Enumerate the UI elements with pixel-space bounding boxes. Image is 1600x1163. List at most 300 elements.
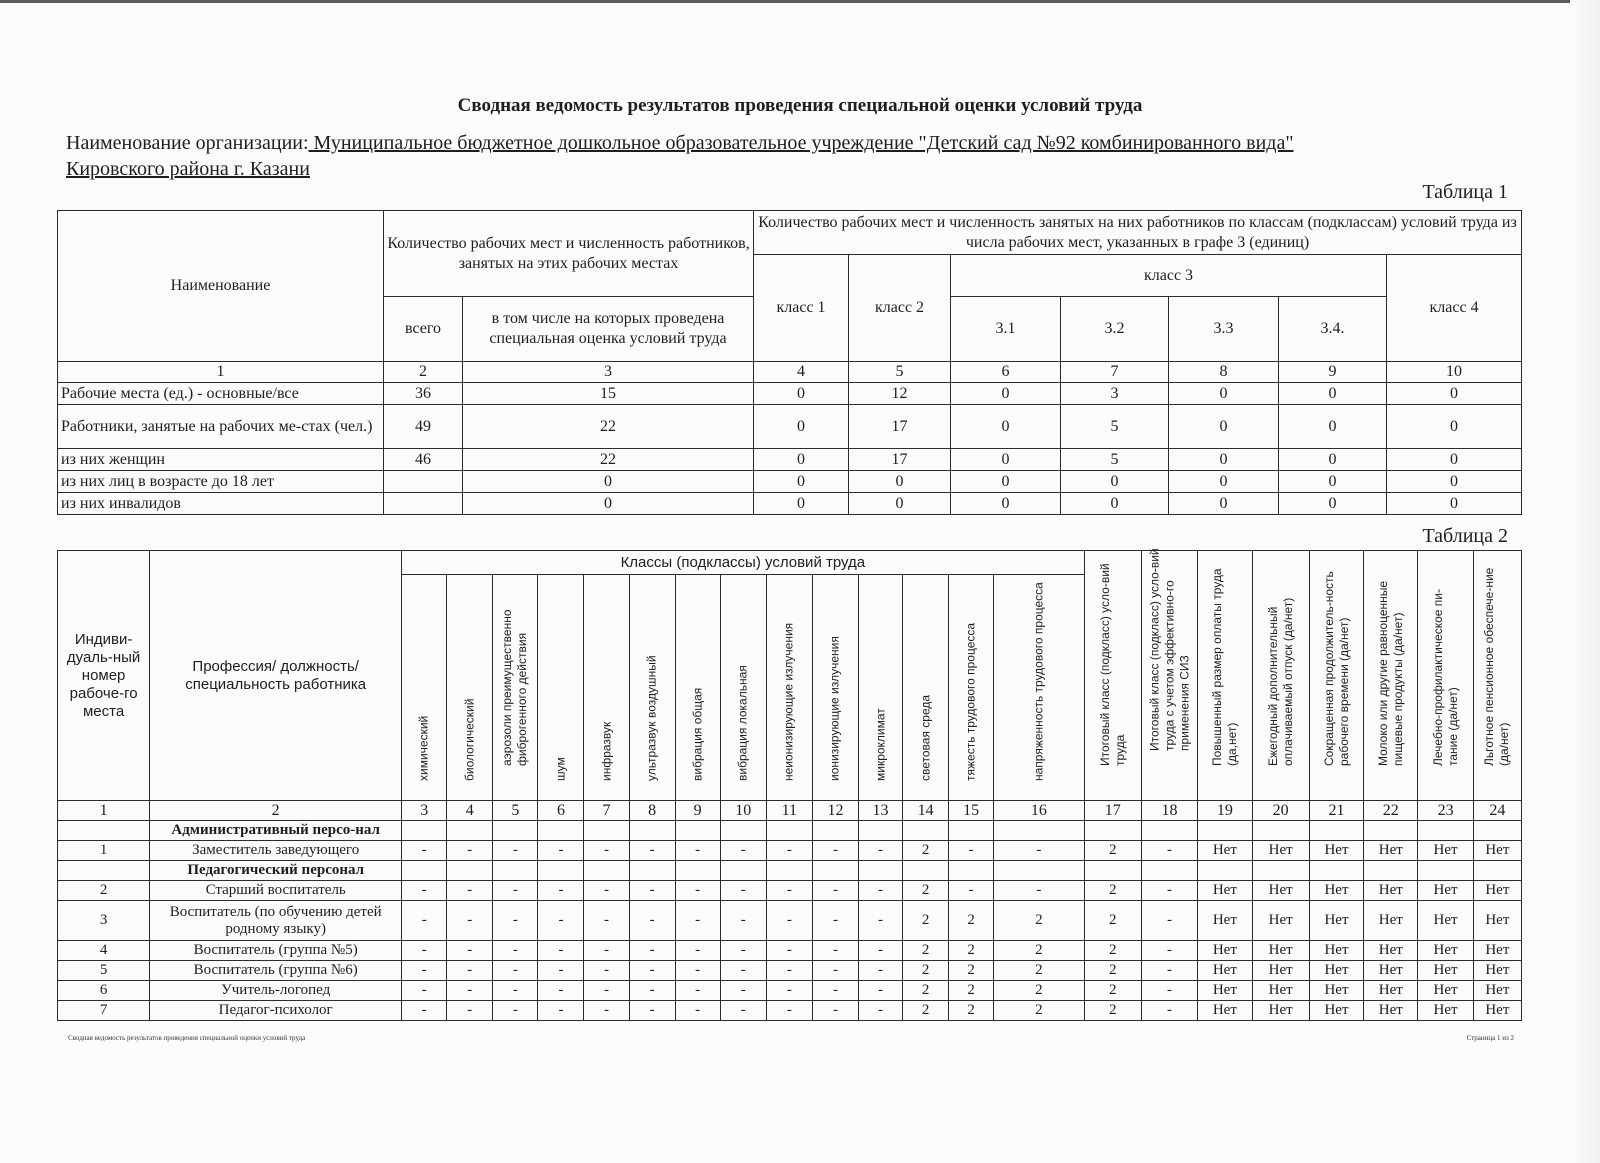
- t2-empty-cell: [766, 861, 812, 881]
- t2-header-factor-label: шум: [553, 757, 568, 781]
- t2-cell: 2: [994, 981, 1084, 1001]
- t2-cell: -: [766, 841, 812, 861]
- t2-header-factor: [812, 575, 858, 801]
- t2-cell: -: [447, 981, 493, 1001]
- t2-cell: -: [858, 961, 902, 981]
- t1-cell: 0: [1169, 471, 1279, 493]
- t2-header-extra-label: Ежегодный дополнительный оплачиваемый отпуск (да/нет): [1265, 597, 1295, 766]
- t2-empty-cell: [675, 821, 720, 841]
- t1-cell: 0: [951, 493, 1061, 515]
- t2-row: [58, 941, 1522, 961]
- t2-header-extra: [1364, 551, 1418, 801]
- t1-row: [58, 383, 1522, 405]
- t2-cell: -: [538, 901, 584, 941]
- t2-cell: Нет: [1252, 841, 1309, 861]
- t2-cell: -: [584, 981, 629, 1001]
- t2-cell: 2: [994, 901, 1084, 941]
- t2-cell: 2: [903, 981, 949, 1001]
- organization-line: [66, 130, 1516, 182]
- t2-cell: 2: [903, 961, 949, 981]
- t2-column-number: 16: [994, 801, 1084, 821]
- t1-cell: 0: [1387, 449, 1522, 471]
- t1-cell: 0: [1279, 471, 1387, 493]
- t2-cell: -: [812, 961, 858, 981]
- t2-header-classes-group: Классы (подклассы) условий труда: [402, 551, 1084, 575]
- t2-header-factor: [903, 575, 949, 801]
- t2-empty-cell: [1141, 821, 1197, 841]
- t2-row-profession: Воспитатель (группа №6): [150, 961, 402, 981]
- t1-cell: 0: [1279, 405, 1387, 449]
- t1-column-number: 1: [58, 362, 384, 383]
- t1-header-sub31: 3.1: [951, 297, 1061, 362]
- t2-cell: Нет: [1364, 941, 1418, 961]
- t1-cell: 0: [1061, 493, 1169, 515]
- t2-cell: Нет: [1198, 961, 1252, 981]
- t2-cell: -: [402, 1001, 447, 1021]
- t2-row-profession: Старший воспитатель: [150, 881, 402, 901]
- t1-cell: 0: [754, 383, 849, 405]
- t2-cell: -: [538, 881, 584, 901]
- t2-empty-cell: [720, 861, 766, 881]
- t1-cell: 22: [463, 449, 754, 471]
- t2-cell: -: [720, 1001, 766, 1021]
- t2-cell: -: [493, 901, 538, 941]
- t2-column-number: 15: [949, 801, 994, 821]
- t2-cell: -: [675, 941, 720, 961]
- t2-row-id: 1: [58, 841, 150, 861]
- t2-cell: -: [402, 901, 447, 941]
- t2-cell: -: [629, 941, 675, 961]
- t2-cell: -: [1141, 881, 1197, 901]
- t2-cell: Нет: [1418, 841, 1473, 861]
- t2-column-number: 6: [538, 801, 584, 821]
- t2-cell: -: [812, 841, 858, 861]
- t2-header-extra-label: Молоко или другие равноценные пищевые продукты (да/нет): [1375, 580, 1405, 766]
- t1-header-total: всего: [384, 297, 463, 362]
- t2-column-number: 19: [1198, 801, 1252, 821]
- t2-empty-cell: [903, 821, 949, 841]
- t2-group-id: [58, 821, 150, 841]
- t2-cell: -: [675, 1001, 720, 1021]
- t2-column-number: 14: [903, 801, 949, 821]
- t2-column-number: 17: [1084, 801, 1141, 821]
- t2-empty-cell: [1084, 861, 1141, 881]
- t2-header-factor: [402, 575, 447, 801]
- t1-header-class4: класс 4: [1387, 255, 1522, 362]
- t1-cell: 36: [384, 383, 463, 405]
- t1-cell: [384, 471, 463, 493]
- t2-cell: -: [447, 941, 493, 961]
- t1-row: [58, 471, 1522, 493]
- t1-column-number: 7: [1061, 362, 1169, 383]
- t2-empty-cell: [1418, 861, 1473, 881]
- t2-cell: 2: [1084, 901, 1141, 941]
- t2-cell: -: [493, 841, 538, 861]
- t1-cell: 0: [951, 383, 1061, 405]
- t2-empty-cell: [1418, 821, 1473, 841]
- t2-empty-cell: [1141, 861, 1197, 881]
- t2-cell: -: [675, 901, 720, 941]
- t2-cell: -: [766, 961, 812, 981]
- t2-row-profession: Учитель-логопед: [150, 981, 402, 1001]
- t2-cell: -: [584, 941, 629, 961]
- organization-label: Наименование организации:: [66, 132, 309, 154]
- t2-cell: -: [994, 881, 1084, 901]
- t2-cell: 2: [903, 841, 949, 861]
- t2-cell: -: [766, 981, 812, 1001]
- t1-cell: 0: [1387, 405, 1522, 449]
- t2-empty-cell: [812, 821, 858, 841]
- t2-empty-cell: [538, 821, 584, 841]
- t2-header-extra: [1309, 551, 1363, 801]
- t2-empty-cell: [1364, 861, 1418, 881]
- t2-empty-cell: [766, 821, 812, 841]
- t2-row-id: 5: [58, 961, 150, 981]
- t2-row-id: 6: [58, 981, 150, 1001]
- t2-column-number: 22: [1364, 801, 1418, 821]
- t2-cell: -: [584, 1001, 629, 1021]
- t2-cell: -: [858, 981, 902, 1001]
- t1-row-name: из них лиц в возрасте до 18 лет: [58, 471, 384, 493]
- t1-header-class1: класс 1: [754, 255, 849, 362]
- t2-cell: 2: [949, 981, 994, 1001]
- t2-empty-cell: [629, 861, 675, 881]
- t2-group-row: [58, 861, 1522, 881]
- t2-cell: Нет: [1473, 961, 1521, 981]
- t1-column-number: 4: [754, 362, 849, 383]
- t2-empty-cell: [1309, 861, 1363, 881]
- t2-cell: -: [858, 901, 902, 941]
- t2-header-factor: [447, 575, 493, 801]
- t1-cell: 49: [384, 405, 463, 449]
- t2-cell: -: [493, 1001, 538, 1021]
- t1-cell: 0: [754, 449, 849, 471]
- t2-cell: -: [812, 881, 858, 901]
- t2-cell: -: [493, 961, 538, 981]
- table1-label: Таблица 1: [1422, 181, 1508, 203]
- t1-cell: 12: [849, 383, 951, 405]
- t2-cell: -: [1141, 901, 1197, 941]
- t2-cell: -: [1141, 841, 1197, 861]
- t2-group-row: [58, 821, 1522, 841]
- t1-cell: 0: [1169, 449, 1279, 471]
- t2-cell: Нет: [1252, 961, 1309, 981]
- t2-column-number: 4: [447, 801, 493, 821]
- t1-cell: 0: [1279, 449, 1387, 471]
- t2-cell: Нет: [1473, 1001, 1521, 1021]
- t2-column-number: 13: [858, 801, 902, 821]
- t2-group-name: Педагогический персонал: [150, 861, 402, 881]
- t1-header-group2: Количество рабочих мест и численность занятых на них работников по классам (подклассам) условий труда из числа рабочих мест, указанных в графе 3 (единиц): [754, 211, 1522, 255]
- t2-empty-cell: [858, 861, 902, 881]
- t2-header-factor-label: ультразвук воздушный: [644, 655, 659, 781]
- t2-column-number: 9: [675, 801, 720, 821]
- t2-empty-cell: [1252, 861, 1309, 881]
- t2-empty-cell: [402, 821, 447, 841]
- t2-row-profession: Педагог-психолог: [150, 1001, 402, 1021]
- t1-header-assessed: в том числе на которых проведена специальная оценка условий труда: [463, 297, 754, 362]
- t2-cell: Нет: [1364, 981, 1418, 1001]
- scan-edge: [0, 0, 1600, 3]
- t2-cell: -: [675, 961, 720, 981]
- t2-cell: 2: [903, 941, 949, 961]
- t2-empty-cell: [858, 821, 902, 841]
- t1-cell: 0: [463, 471, 754, 493]
- organization-name-line1: Муниципальное бюджетное дошкольное образовательное учреждение "Детский сад №92 комбинированного вида": [308, 132, 1294, 154]
- t2-empty-cell: [1309, 821, 1363, 841]
- t2-column-number: 23: [1418, 801, 1473, 821]
- t2-header-id: Индиви-дуаль-ный номер рабоче-го места: [58, 551, 150, 801]
- t2-cell: 2: [1084, 841, 1141, 861]
- t1-cell: 0: [1279, 493, 1387, 515]
- t1-cell: 0: [754, 405, 849, 449]
- t2-header-factor-label: световая среда: [918, 694, 933, 781]
- t1-cell: 0: [1387, 383, 1522, 405]
- t1-row-name: Рабочие места (ед.) - основные/все: [58, 383, 384, 405]
- t1-header-group1: Количество рабочих мест и численность работников, занятых на этих рабочих местах: [384, 211, 754, 297]
- t2-empty-cell: [629, 821, 675, 841]
- t1-cell: 17: [849, 449, 951, 471]
- t1-cell: 17: [849, 405, 951, 449]
- t2-column-number: 8: [629, 801, 675, 821]
- t2-header-extra-label: Лечебно-профилактическое пи-тание (да/нет): [1430, 589, 1460, 766]
- t1-column-number: 9: [1279, 362, 1387, 383]
- t2-empty-cell: [1473, 861, 1521, 881]
- t2-cell: Нет: [1309, 881, 1363, 901]
- t1-cell: 0: [1169, 405, 1279, 449]
- t2-empty-cell: [447, 861, 493, 881]
- t2-cell: Нет: [1473, 941, 1521, 961]
- t2-empty-cell: [1252, 821, 1309, 841]
- t2-cell: -: [949, 881, 994, 901]
- t2-cell: Нет: [1309, 1001, 1363, 1021]
- t1-row-name: из них женщин: [58, 449, 384, 471]
- t2-column-number: 3: [402, 801, 447, 821]
- t1-cell: 0: [1387, 471, 1522, 493]
- t2-empty-cell: [447, 821, 493, 841]
- t2-cell: 2: [994, 961, 1084, 981]
- t2-cell: Нет: [1309, 981, 1363, 1001]
- t2-cell: -: [447, 1001, 493, 1021]
- t2-empty-cell: [949, 821, 994, 841]
- t2-empty-cell: [675, 861, 720, 881]
- t2-cell: -: [584, 961, 629, 981]
- t2-cell: -: [447, 961, 493, 981]
- footer-page-number: Страница 1 из 2: [1466, 1034, 1514, 1042]
- t1-header-sub33: 3.3: [1169, 297, 1279, 362]
- t2-cell: Нет: [1364, 841, 1418, 861]
- t2-cell: -: [812, 941, 858, 961]
- t2-cell: Нет: [1418, 1001, 1473, 1021]
- t2-header-extra-label: Сокращенная продолжитель-ность рабочего времени (да/нет): [1321, 571, 1351, 766]
- t2-cell: 2: [949, 961, 994, 981]
- t2-header-factor: [720, 575, 766, 801]
- t1-cell: 15: [463, 383, 754, 405]
- t2-header-factor-label: вибрация локальная: [735, 665, 750, 781]
- t1-cell: 0: [849, 471, 951, 493]
- t2-cell: -: [538, 1001, 584, 1021]
- t2-header-extra: [1473, 551, 1521, 801]
- table1-summary: [57, 210, 1522, 515]
- t2-cell: -: [720, 841, 766, 861]
- t2-cell: -: [629, 961, 675, 981]
- t2-cell: -: [858, 941, 902, 961]
- t2-cell: Нет: [1198, 941, 1252, 961]
- t2-column-numbers: [58, 801, 1522, 821]
- t2-cell: -: [493, 981, 538, 1001]
- t2-row-id: 7: [58, 1001, 150, 1021]
- t2-cell: Нет: [1252, 981, 1309, 1001]
- t1-cell: 22: [463, 405, 754, 449]
- t2-group-id: [58, 861, 150, 881]
- t2-cell: 2: [1084, 961, 1141, 981]
- t2-cell: Нет: [1309, 901, 1363, 941]
- t1-cell: 0: [754, 493, 849, 515]
- t2-row-id: 2: [58, 881, 150, 901]
- t2-column-number: 24: [1473, 801, 1521, 821]
- t2-row: [58, 881, 1522, 901]
- t1-cell: 0: [1061, 471, 1169, 493]
- t2-header-factor-label: ионизирующие излучения: [827, 636, 842, 781]
- t2-cell: 2: [903, 1001, 949, 1021]
- t2-cell: Нет: [1198, 1001, 1252, 1021]
- t2-cell: Нет: [1364, 881, 1418, 901]
- t2-cell: Нет: [1364, 1001, 1418, 1021]
- t2-cell: 2: [994, 1001, 1084, 1021]
- t2-empty-cell: [1084, 821, 1141, 841]
- t2-cell: Нет: [1198, 981, 1252, 1001]
- t1-cell: 0: [849, 493, 951, 515]
- t2-header-factor: [675, 575, 720, 801]
- t2-cell: Нет: [1473, 841, 1521, 861]
- t2-header-factor: [949, 575, 994, 801]
- t2-cell: Нет: [1418, 901, 1473, 941]
- t2-row-id: 4: [58, 941, 150, 961]
- t2-cell: -: [538, 841, 584, 861]
- scan-shadow: [1570, 0, 1600, 1163]
- t1-row: [58, 449, 1522, 471]
- t2-column-number: 1: [58, 801, 150, 821]
- t2-cell: -: [766, 1001, 812, 1021]
- t2-cell: -: [584, 841, 629, 861]
- t2-empty-cell: [493, 861, 538, 881]
- t2-empty-cell: [584, 821, 629, 841]
- t2-cell: -: [447, 881, 493, 901]
- t1-cell: [384, 493, 463, 515]
- t1-cell: 0: [1387, 493, 1522, 515]
- t2-cell: Нет: [1309, 961, 1363, 981]
- t2-cell: -: [538, 941, 584, 961]
- t1-column-number: 8: [1169, 362, 1279, 383]
- t2-row-id: 3: [58, 901, 150, 941]
- t1-row-name: Работники, занятые на рабочих ме-стах (чел.): [58, 405, 384, 449]
- t2-header-extra: [1084, 551, 1141, 801]
- t2-row-profession: Заместитель заведующего: [150, 841, 402, 861]
- t2-empty-cell: [720, 821, 766, 841]
- t2-header-factor-label: инфразвук: [599, 721, 614, 781]
- t2-cell: 2: [1084, 981, 1141, 1001]
- t2-row: [58, 981, 1522, 1001]
- t1-cell: 0: [1169, 383, 1279, 405]
- t2-cell: Нет: [1198, 881, 1252, 901]
- t2-cell: -: [538, 981, 584, 1001]
- t1-cell: 0: [951, 405, 1061, 449]
- t2-cell: Нет: [1473, 901, 1521, 941]
- t2-header-factor: [538, 575, 584, 801]
- t2-cell: 2: [949, 941, 994, 961]
- t2-header-profession: Профессия/ должность/ специальность работника: [150, 551, 402, 801]
- t2-cell: -: [675, 981, 720, 1001]
- t2-empty-cell: [493, 821, 538, 841]
- t2-header-factor: [994, 575, 1084, 801]
- t2-cell: -: [994, 841, 1084, 861]
- t2-cell: -: [720, 901, 766, 941]
- t2-cell: -: [858, 881, 902, 901]
- t2-group-name: Административный персо-нал: [150, 821, 402, 841]
- t1-cell: 0: [951, 471, 1061, 493]
- t2-empty-cell: [994, 821, 1084, 841]
- t1-cell: 5: [1061, 449, 1169, 471]
- t2-cell: 2: [949, 1001, 994, 1021]
- t1-header-name: Наименование: [58, 211, 384, 362]
- t1-cell: 0: [951, 449, 1061, 471]
- t2-column-number: 20: [1252, 801, 1309, 821]
- t2-cell: -: [629, 981, 675, 1001]
- t2-row-profession: Воспитатель (по обучению детей родному языку): [150, 901, 402, 941]
- t1-column-numbers: [58, 362, 1522, 383]
- t2-cell: -: [402, 941, 447, 961]
- t1-cell: 46: [384, 449, 463, 471]
- t2-cell: Нет: [1473, 981, 1521, 1001]
- t2-header-factor: [584, 575, 629, 801]
- t2-column-number: 11: [766, 801, 812, 821]
- t2-cell: -: [766, 941, 812, 961]
- t2-cell: 2: [1084, 881, 1141, 901]
- t2-cell: Нет: [1252, 1001, 1309, 1021]
- t2-cell: Нет: [1198, 841, 1252, 861]
- t2-cell: -: [629, 841, 675, 861]
- t1-cell: 0: [1279, 383, 1387, 405]
- t2-header-factor-label: напряженность трудового процесса: [1031, 582, 1046, 781]
- t1-column-number: 10: [1387, 362, 1522, 383]
- t2-column-number: 5: [493, 801, 538, 821]
- t2-cell: -: [629, 1001, 675, 1021]
- t2-cell: -: [949, 841, 994, 861]
- t2-cell: -: [402, 841, 447, 861]
- t2-empty-cell: [949, 861, 994, 881]
- t2-cell: -: [720, 881, 766, 901]
- t2-empty-cell: [584, 861, 629, 881]
- t2-header-extra-label: Льготное пенсионное обеспече-ние (да/нет): [1482, 567, 1512, 766]
- t1-row-name: из них инвалидов: [58, 493, 384, 515]
- t2-header-factor-label: микроклимат: [873, 708, 887, 781]
- t2-cell: Нет: [1309, 941, 1363, 961]
- t2-column-number: 2: [150, 801, 402, 821]
- t2-header-factor-label: неионизирующие излучения: [781, 622, 796, 781]
- t2-cell: 2: [1084, 1001, 1141, 1021]
- t2-row: [58, 901, 1522, 941]
- t2-cell: 2: [903, 901, 949, 941]
- t2-column-number: 7: [584, 801, 629, 821]
- t2-cell: -: [1141, 981, 1197, 1001]
- t2-column-number: 21: [1309, 801, 1363, 821]
- t1-cell: 0: [1169, 493, 1279, 515]
- t1-header-sub34: 3.4.: [1279, 297, 1387, 362]
- t1-row: [58, 405, 1522, 449]
- t2-column-number: 12: [812, 801, 858, 821]
- t2-cell: -: [675, 881, 720, 901]
- t2-cell: Нет: [1252, 901, 1309, 941]
